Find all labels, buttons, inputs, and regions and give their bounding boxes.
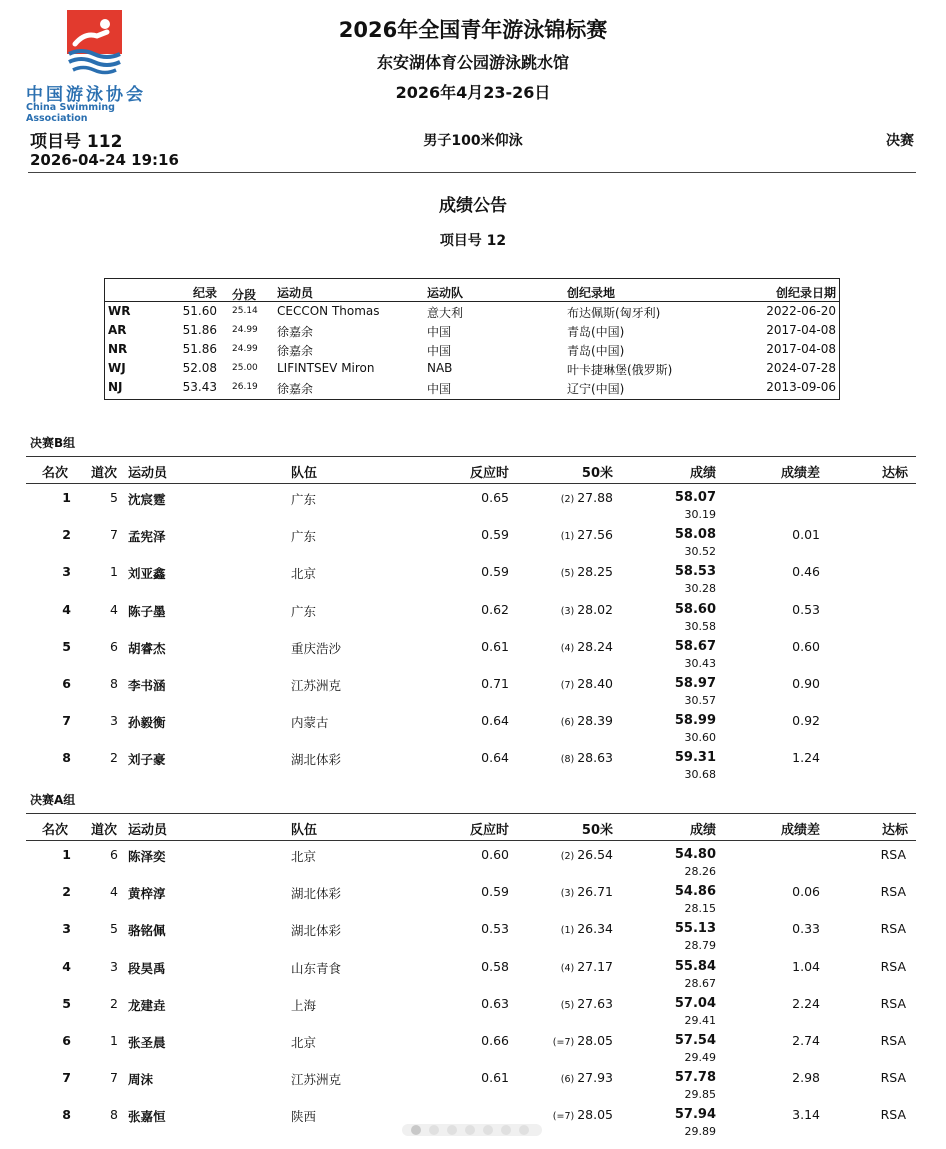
- record-row: [105, 302, 839, 321]
- result-row: [26, 487, 916, 524]
- result-team: 陕西: [291, 1109, 317, 1125]
- result-qualification: RSA: [880, 1033, 906, 1048]
- record-row: [105, 340, 839, 359]
- result-time: 57.78: [674, 1070, 716, 1086]
- result-team: 重庆浩沙: [291, 640, 342, 656]
- record-split: 25.14: [232, 306, 258, 316]
- meet-dates: 2026年4月23-26日: [395, 83, 551, 102]
- header-diff: 成绩差: [780, 823, 820, 838]
- result-row: [26, 1067, 916, 1104]
- result-second-split: 28.67: [684, 976, 716, 990]
- meet-title: 2026年全国青年游泳锦标赛: [338, 18, 608, 42]
- result-reaction: 0.53: [481, 921, 509, 937]
- result-team: 北京: [291, 849, 317, 864]
- result-split-position: (3): [560, 888, 575, 900]
- records-header-split: 分段: [232, 288, 257, 302]
- result-rank: 8: [62, 750, 71, 766]
- record-split: 24.99: [232, 325, 258, 335]
- result-rank: 3: [62, 921, 71, 937]
- final-b-header: [26, 456, 916, 484]
- result-split-position: (=7): [552, 1111, 575, 1123]
- result-split50: [561, 564, 613, 579]
- result-rank: 1: [62, 490, 71, 505]
- result-second-split: 30.58: [684, 619, 716, 633]
- result-diff: 0.46: [792, 564, 820, 580]
- record-code: WR: [108, 304, 131, 318]
- record-team: 中国: [427, 344, 452, 358]
- result-split-position: (1): [560, 531, 575, 543]
- result-rank: 7: [62, 713, 71, 729]
- result-diff: 0.90: [792, 676, 820, 691]
- record-time: 51.86: [182, 323, 217, 337]
- result-second-split: 28.26: [684, 865, 716, 878]
- records-header-date: 创纪录日期: [775, 286, 836, 300]
- result-split-position: (2): [560, 494, 575, 505]
- result-athlete: 周沫: [128, 1072, 154, 1088]
- result-rank: 5: [62, 995, 71, 1011]
- record-code: NR: [108, 342, 128, 356]
- result-reaction: 0.59: [481, 564, 509, 580]
- result-split50: [561, 527, 613, 542]
- result-split-time: 28.02: [577, 601, 613, 617]
- result-reaction: 0.62: [481, 601, 509, 617]
- result-time: 58.60: [674, 601, 716, 617]
- result-rank: 4: [62, 958, 71, 974]
- record-code: NJ: [108, 380, 123, 394]
- result-split50: [561, 490, 613, 505]
- result-second-split: 29.49: [684, 1051, 716, 1064]
- result-row: [26, 710, 916, 747]
- result-rank: 2: [62, 527, 71, 543]
- result-time: 58.99: [674, 713, 716, 729]
- result-athlete: 孙毅衡: [128, 715, 166, 731]
- result-lane: 1: [110, 564, 118, 580]
- result-lane: 8: [110, 1107, 118, 1123]
- result-lane: 2: [110, 750, 118, 766]
- header-split50: 50米: [581, 823, 613, 838]
- header-athlete: 运动员: [128, 466, 168, 481]
- result-reaction: 0.60: [481, 847, 509, 862]
- result-second-split: 29.41: [684, 1013, 716, 1027]
- result-split-position: (2): [560, 851, 575, 862]
- result-split50: [561, 713, 613, 728]
- result-team: 江苏洲克: [291, 678, 342, 693]
- result-qualification: RSA: [880, 958, 906, 974]
- record-athlete: 徐嘉余: [277, 325, 314, 339]
- header-time: 成绩: [689, 466, 716, 481]
- result-diff: 2.74: [792, 1033, 820, 1048]
- result-diff: 0.92: [792, 713, 820, 729]
- result-rank: 8: [62, 1107, 71, 1123]
- result-split50: [553, 1107, 613, 1122]
- result-split-time: 28.24: [577, 638, 613, 654]
- result-reaction: 0.59: [481, 527, 509, 543]
- result-reaction: 0.59: [481, 884, 509, 900]
- result-lane: 3: [110, 713, 118, 729]
- result-split-position: (8): [560, 754, 575, 766]
- result-split-position: (4): [560, 642, 575, 654]
- record-time: 51.60: [182, 304, 217, 318]
- result-athlete: 胡睿杰: [128, 640, 166, 656]
- result-row: [26, 747, 916, 784]
- result-rank: 1: [62, 847, 71, 862]
- result-lane: 2: [110, 995, 118, 1011]
- record-date: 2024-07-28: [766, 361, 836, 375]
- records-header-time: 纪录: [192, 286, 217, 300]
- result-row: [26, 673, 916, 710]
- record-team: 中国: [427, 325, 452, 339]
- result-diff: 3.14: [792, 1107, 820, 1123]
- record-date: 2022-06-20: [766, 304, 836, 318]
- result-athlete: 龙建垚: [128, 997, 166, 1013]
- header-rank: 名次: [42, 466, 69, 481]
- result-athlete: 骆铭佩: [128, 923, 166, 939]
- result-row: [26, 993, 916, 1030]
- result-row: [26, 956, 916, 993]
- result-reaction: 0.58: [481, 958, 509, 974]
- result-second-split: 29.85: [684, 1088, 716, 1102]
- header-lane: 道次: [91, 823, 118, 838]
- result-athlete: 沈宸霆: [128, 492, 166, 507]
- final-a-header: [26, 813, 916, 841]
- result-row: [26, 524, 916, 561]
- result-split-time: 27.63: [577, 995, 613, 1011]
- result-row: [26, 561, 916, 598]
- result-split-time: 28.39: [577, 713, 613, 729]
- result-rank: 6: [62, 1033, 71, 1048]
- result-lane: 6: [110, 847, 118, 862]
- result-time: 58.07: [674, 490, 716, 505]
- result-second-split: 28.79: [684, 939, 716, 953]
- result-second-split: 30.28: [684, 582, 716, 596]
- result-athlete: 李书涵: [128, 678, 166, 693]
- result-split50: [561, 996, 613, 1011]
- result-reaction: 0.65: [481, 490, 509, 505]
- result-time: 57.04: [674, 995, 716, 1011]
- record-place: 辽宁(中国): [567, 382, 625, 396]
- result-second-split: 30.43: [684, 656, 716, 670]
- result-split50: [561, 676, 613, 691]
- result-lane: 5: [110, 921, 118, 937]
- result-split50: [561, 921, 613, 936]
- result-split-position: (5): [560, 568, 575, 580]
- result-athlete: 刘子豪: [128, 752, 166, 768]
- result-team: 广东: [291, 603, 317, 619]
- result-qualification: RSA: [880, 847, 906, 862]
- header-reaction: 反应时: [469, 466, 509, 481]
- result-team: 内蒙古: [291, 715, 329, 731]
- result-split-time: 28.05: [577, 1107, 613, 1123]
- result-reaction: 0.61: [481, 638, 509, 654]
- record-code: AR: [108, 323, 127, 337]
- result-lane: 7: [110, 1070, 118, 1086]
- result-team: 广东: [291, 492, 317, 507]
- result-split50: [561, 602, 613, 617]
- result-split-position: (7): [560, 680, 575, 691]
- result-time: 54.86: [674, 884, 716, 900]
- result-split-time: 28.63: [577, 750, 613, 766]
- result-row: [26, 636, 916, 673]
- association-name-cn: 中国游泳协会: [26, 85, 146, 105]
- result-split-position: (1): [560, 925, 575, 937]
- record-place: 叶卡捷琳堡(俄罗斯): [567, 363, 673, 377]
- result-diff: 2.98: [792, 1070, 820, 1086]
- result-split-position: (5): [560, 999, 575, 1011]
- result-split-time: 28.05: [577, 1033, 613, 1048]
- record-athlete: 徐嘉余: [277, 382, 314, 396]
- result-rank: 4: [62, 601, 71, 617]
- result-time: 58.67: [674, 638, 716, 654]
- event-number: 项目号 112: [30, 132, 123, 152]
- result-time: 57.94: [674, 1107, 716, 1123]
- records-header-athlete: 运动员: [277, 286, 314, 300]
- result-team: 上海: [291, 997, 317, 1013]
- header-team: 队伍: [291, 466, 318, 481]
- result-row: [26, 918, 916, 955]
- result-split50: [561, 1070, 613, 1085]
- result-diff: 0.33: [792, 921, 820, 937]
- record-athlete: 徐嘉余: [277, 344, 314, 358]
- result-split50: [561, 750, 613, 765]
- result-athlete: 陈泽奕: [128, 849, 166, 864]
- result-split-position: (6): [560, 717, 575, 729]
- result-split-time: 27.93: [577, 1070, 613, 1086]
- result-second-split: 30.19: [684, 508, 716, 521]
- result-lane: 6: [110, 638, 118, 654]
- result-time: 58.97: [674, 676, 716, 691]
- result-diff: 1.24: [792, 750, 820, 766]
- result-time: 55.84: [674, 958, 716, 974]
- report-title: 成绩公告: [439, 196, 507, 216]
- result-athlete: 黄梓淳: [128, 886, 166, 902]
- record-place: 青岛(中国): [567, 325, 625, 339]
- result-reaction: 0.71: [481, 676, 509, 691]
- result-split-position: (4): [560, 962, 575, 974]
- header-diff: 成绩差: [780, 466, 820, 481]
- result-athlete: 孟宪泽: [128, 529, 166, 545]
- final-b-title: 决赛B组: [30, 436, 76, 450]
- result-athlete: 刘亚鑫: [128, 566, 166, 582]
- result-team: 江苏洲克: [291, 1072, 342, 1088]
- record-place: 青岛(中国): [567, 344, 625, 358]
- page-indicator-dots-icon[interactable]: [402, 1122, 542, 1138]
- result-second-split: 30.68: [684, 768, 716, 782]
- result-reaction: 0.64: [481, 713, 509, 729]
- result-team: 湖北体彩: [291, 752, 342, 768]
- header-qual: 达标: [881, 823, 908, 838]
- records-header-place: 创纪录地: [567, 286, 616, 300]
- header-team: 队伍: [291, 823, 318, 838]
- result-split-position: (=7): [552, 1037, 575, 1048]
- result-athlete: 陈子墨: [128, 603, 166, 619]
- result-qualification: RSA: [880, 995, 906, 1011]
- header-time: 成绩: [689, 823, 716, 838]
- result-second-split: 30.52: [684, 545, 716, 559]
- result-split50: [561, 639, 613, 654]
- record-time: 52.08: [182, 361, 217, 375]
- result-team: 广东: [291, 529, 317, 545]
- result-split-time: 26.54: [577, 847, 613, 862]
- result-row: [26, 599, 916, 636]
- result-row: [26, 881, 916, 918]
- record-row: [105, 359, 839, 378]
- result-split50: [561, 847, 613, 862]
- result-split-time: 27.88: [577, 490, 613, 505]
- result-split-time: 28.25: [577, 564, 613, 580]
- result-lane: 7: [110, 527, 118, 543]
- result-split-time: 26.34: [577, 921, 613, 937]
- result-split50: [561, 884, 613, 899]
- result-qualification: RSA: [880, 1070, 906, 1086]
- divider: [28, 172, 916, 173]
- record-row: [105, 378, 839, 397]
- records-table: [104, 278, 840, 400]
- record-team: 中国: [427, 382, 452, 396]
- result-time: 59.31: [674, 750, 716, 766]
- result-row: [26, 1030, 916, 1067]
- result-second-split: 30.57: [684, 694, 716, 707]
- result-athlete: 张圣晨: [128, 1035, 166, 1050]
- result-diff: 0.60: [792, 638, 820, 654]
- result-rank: 7: [62, 1070, 71, 1086]
- result-diff: 1.04: [792, 958, 820, 974]
- event-round: 决赛: [886, 133, 914, 149]
- event-name: 男子100米仰泳: [423, 133, 523, 149]
- result-diff: 0.01: [792, 527, 820, 543]
- result-rank: 2: [62, 884, 71, 900]
- result-rank: 3: [62, 564, 71, 580]
- event-datetime: 2026-04-24 19:16: [30, 151, 179, 169]
- result-second-split: 29.89: [684, 1125, 716, 1139]
- result-split-time: 27.56: [577, 527, 613, 543]
- result-team: 山东青食: [291, 960, 342, 976]
- header-reaction: 反应时: [469, 823, 509, 838]
- result-time: 58.53: [674, 564, 716, 580]
- result-team: 湖北体彩: [291, 923, 342, 939]
- result-split50: [561, 959, 613, 974]
- result-time: 58.08: [674, 527, 716, 543]
- record-time: 53.43: [182, 380, 217, 394]
- result-split-position: (3): [560, 605, 575, 617]
- result-rank: 5: [62, 638, 71, 654]
- result-reaction: 0.61: [481, 1070, 509, 1086]
- result-reaction: 0.66: [481, 1033, 509, 1048]
- result-athlete: 段昊禹: [128, 960, 166, 976]
- header-qual: 达标: [881, 466, 908, 481]
- result-athlete: 张嘉恒: [128, 1109, 166, 1125]
- result-qualification: RSA: [880, 921, 906, 937]
- final-a-title: 决赛A组: [30, 793, 76, 807]
- record-team: NAB: [427, 361, 453, 375]
- result-team: 湖北体彩: [291, 886, 342, 902]
- record-athlete: LIFINTSEV Miron: [277, 361, 375, 375]
- records-header: [105, 282, 839, 302]
- header-split50: 50米: [581, 466, 613, 481]
- result-lane: 4: [110, 601, 118, 617]
- result-qualification: RSA: [880, 1107, 906, 1123]
- result-lane: 1: [110, 1033, 118, 1048]
- venue: 东安湖体育公园游泳跳水馆: [376, 53, 569, 72]
- result-team: 北京: [291, 1035, 317, 1050]
- record-place: 布达佩斯(匈牙利): [567, 306, 661, 320]
- result-second-split: 30.60: [684, 731, 716, 745]
- record-date: 2017-04-08: [766, 323, 836, 337]
- result-lane: 4: [110, 884, 118, 900]
- result-time: 54.80: [674, 847, 716, 862]
- result-reaction: 0.63: [481, 995, 509, 1011]
- result-split-time: 26.71: [577, 884, 613, 900]
- result-rank: 6: [62, 676, 71, 691]
- record-time: 51.86: [182, 342, 217, 356]
- record-split: 24.99: [232, 344, 258, 354]
- result-split50: [553, 1033, 613, 1048]
- result-second-split: 28.15: [684, 902, 716, 916]
- header-rank: 名次: [42, 823, 69, 838]
- result-row: [26, 844, 916, 881]
- result-lane: 8: [110, 676, 118, 691]
- record-row: [105, 321, 839, 340]
- result-qualification: RSA: [880, 884, 906, 900]
- result-lane: 3: [110, 958, 118, 974]
- result-time: 57.54: [674, 1033, 716, 1048]
- report-event-number: 项目号 12: [439, 233, 507, 249]
- record-date: 2017-04-08: [766, 342, 836, 356]
- association-name-en: China Swimming Association: [26, 102, 115, 124]
- record-split: 26.19: [232, 382, 258, 392]
- result-split-time: 27.17: [577, 958, 613, 974]
- record-athlete: CECCON Thomas: [277, 304, 380, 318]
- record-split: 25.00: [232, 363, 258, 373]
- record-team: 意大利: [427, 306, 464, 320]
- records-header-team: 运动队: [427, 286, 464, 300]
- header-athlete: 运动员: [128, 823, 168, 838]
- result-time: 55.13: [674, 921, 716, 937]
- result-diff: 0.06: [792, 884, 820, 900]
- result-reaction: 0.64: [481, 750, 509, 766]
- result-lane: 5: [110, 490, 118, 505]
- header-lane: 道次: [91, 466, 118, 481]
- result-team: 北京: [291, 566, 317, 582]
- result-split-position: (6): [560, 1074, 575, 1086]
- record-date: 2013-09-06: [766, 380, 836, 394]
- result-diff: 0.53: [792, 601, 820, 617]
- result-split-time: 28.40: [577, 676, 613, 691]
- result-diff: 2.24: [792, 995, 820, 1011]
- record-code: WJ: [108, 361, 126, 375]
